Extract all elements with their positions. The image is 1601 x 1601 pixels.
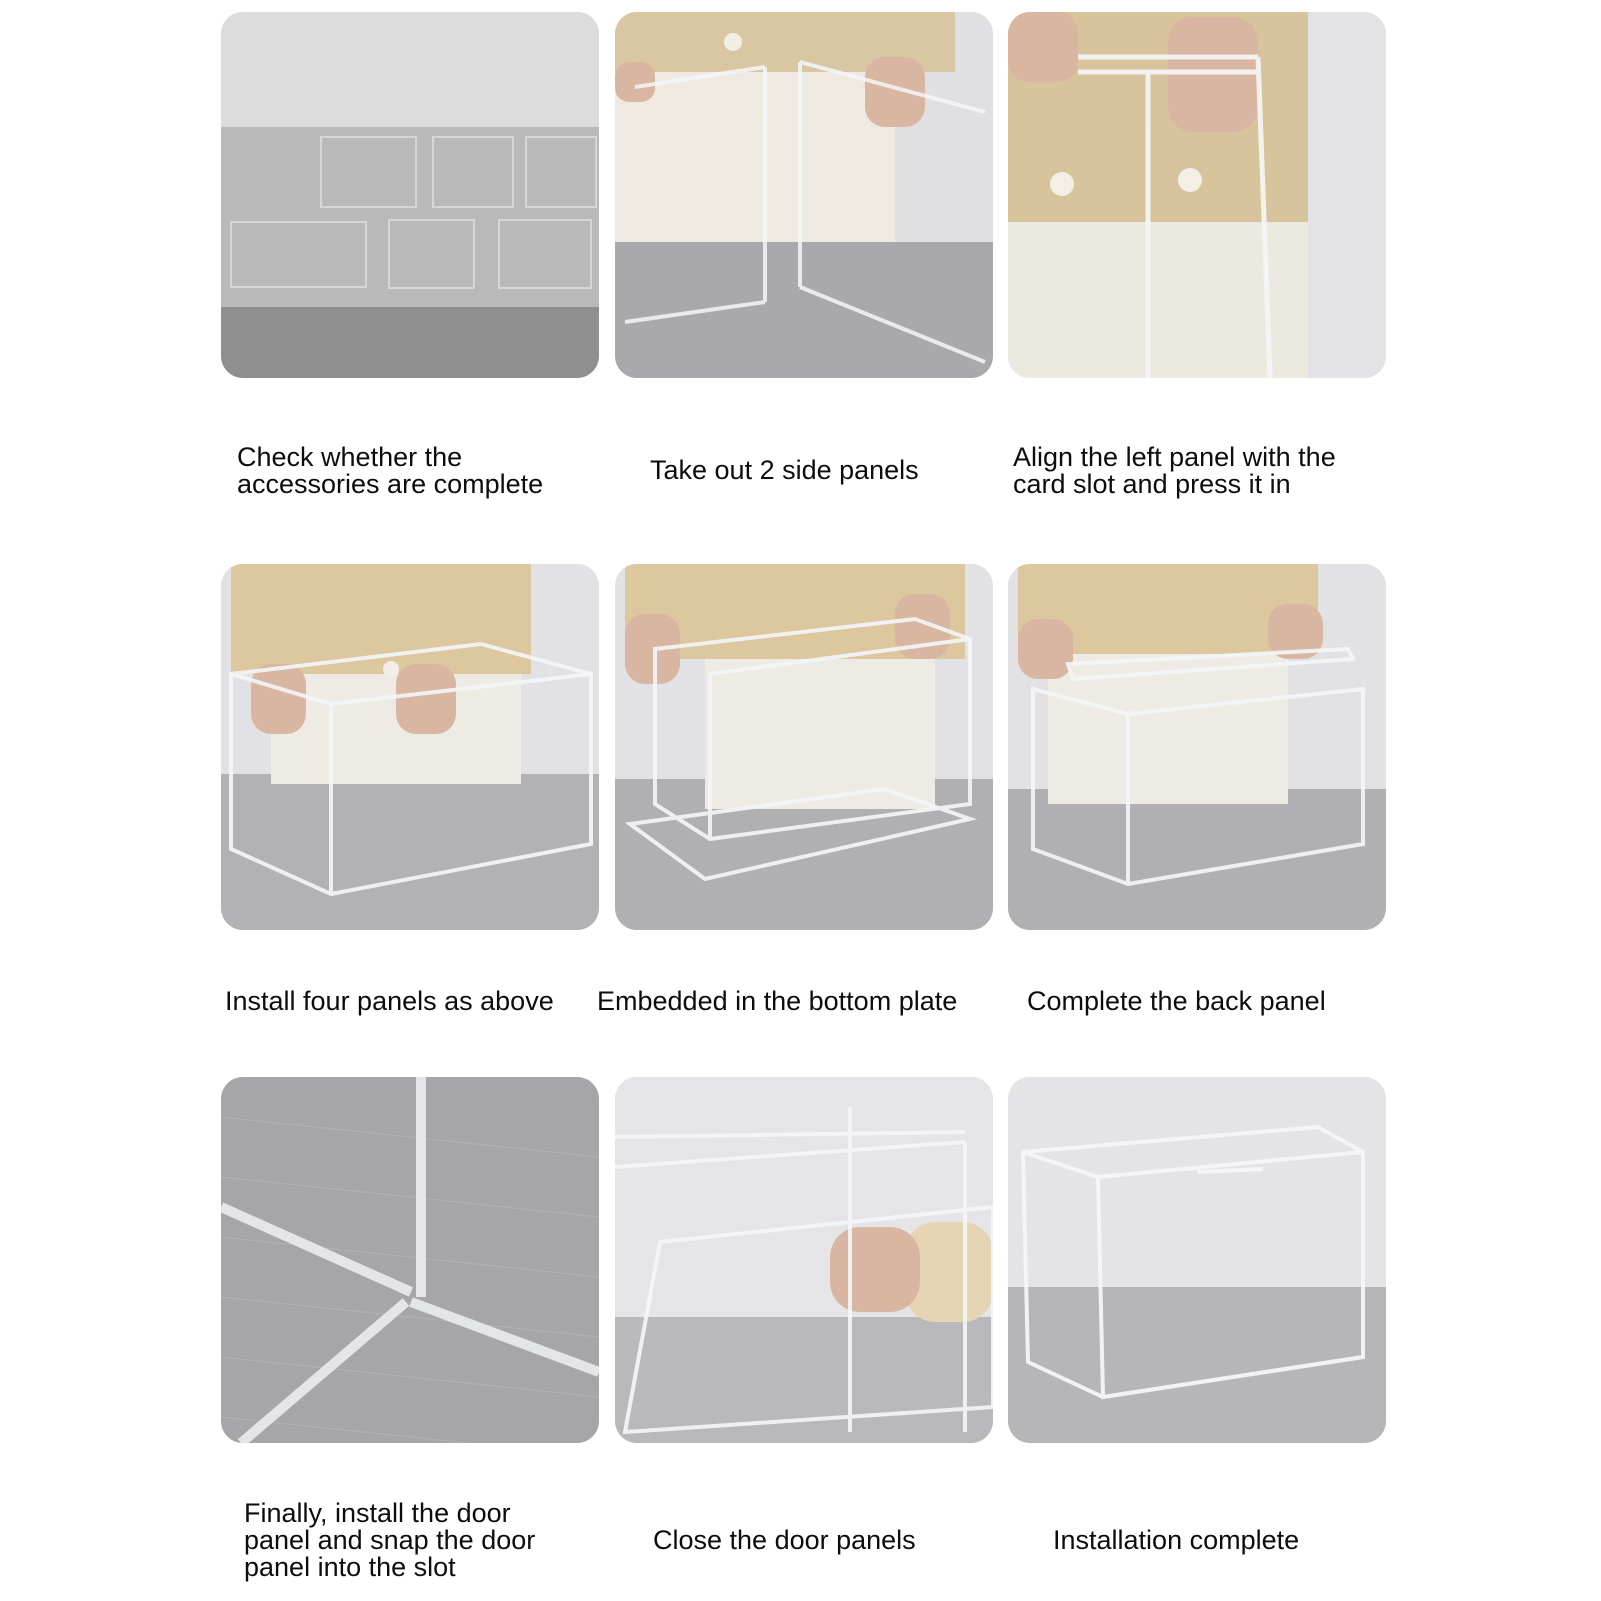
step-8-caption: Close the door panels <box>653 1525 916 1555</box>
step-9-caption: Installation complete <box>1053 1525 1300 1555</box>
step-3-caption: Align the left panel with the card slot and press it in <box>1013 442 1336 499</box>
step-6-photo <box>1008 564 1386 930</box>
step-7-caption: Finally, install the door panel and snap the door panel into the slot <box>244 1498 536 1582</box>
step-1-photo <box>221 12 599 378</box>
step-1-caption: Check whether the accessories are complete <box>237 442 544 499</box>
step-5-caption: Embedded in the bottom plate <box>597 986 958 1016</box>
step-9-photo <box>1008 1077 1386 1443</box>
step-4-photo <box>221 564 599 930</box>
step-5-photo <box>615 564 993 930</box>
step-6-caption: Complete the back panel <box>1027 986 1326 1016</box>
step-2-photo <box>615 12 993 378</box>
step-3-photo <box>1008 12 1386 378</box>
step-7-photo <box>221 1077 599 1443</box>
step-4-caption: Install four panels as above <box>225 986 554 1016</box>
step-2-caption: Take out 2 side panels <box>650 455 919 485</box>
step-8-photo <box>615 1077 993 1443</box>
